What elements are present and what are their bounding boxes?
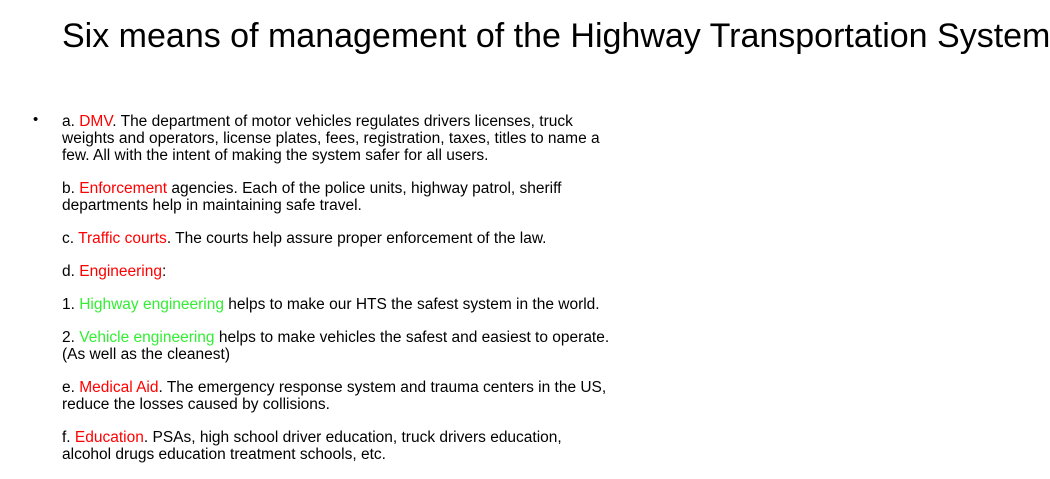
item-term: Traffic courts — [78, 230, 167, 247]
item-prefix: a. — [62, 113, 80, 130]
item-prefix: f. — [62, 429, 75, 446]
item-text: helps to make vehicles the safest and easiest to operate. (As well as the cleanest) — [62, 329, 610, 363]
item-term: Medical Aid — [79, 379, 159, 396]
item-prefix: 2. — [62, 329, 80, 346]
item-prefix: e. — [62, 379, 80, 396]
item-term: Highway engineering — [79, 296, 224, 313]
item-term: Education — [74, 429, 144, 446]
item-text: . The courts help assure proper enforcement of the law. — [166, 230, 547, 247]
item-text: : — [161, 263, 167, 280]
item-term: Vehicle engineering — [79, 329, 215, 346]
item-enforcement — [62, 180, 610, 214]
item-vehicle-engineering — [62, 329, 610, 363]
item-text: agencies. Each of the police units, highway patrol, sheriff departments help in maintaining safe travel. — [62, 180, 562, 214]
item-text: . PSAs, high school driver education, truck drivers education, alcohol drugs education treatment schools, etc. — [62, 429, 562, 463]
item-engineering — [62, 263, 610, 280]
item-dmv — [62, 113, 610, 164]
item-medical-aid — [62, 379, 610, 413]
slide-title-text: Six means of management of the Highway Transportation System — [62, 17, 1050, 55]
slide-body — [62, 113, 610, 479]
item-prefix: 1. — [62, 296, 80, 313]
item-term: Enforcement — [79, 180, 168, 197]
item-education — [62, 429, 610, 463]
item-term: DMV — [79, 113, 113, 130]
item-text: . The department of motor vehicles regulates drivers licenses, truck weights and operators, license plates, fees, registration, taxes, titles to name a few. All with the intent of making the system safer for all users. — [62, 113, 600, 164]
bullet-marker: • — [33, 111, 39, 128]
item-text: helps to make our HTS the safest system in the world. — [224, 296, 600, 313]
item-term: Engineering — [79, 263, 162, 280]
item-prefix: c. — [62, 230, 79, 247]
item-prefix: b. — [62, 180, 80, 197]
item-text: . The emergency response system and trauma centers in the US, reduce the losses caused by collisions. — [62, 379, 607, 413]
item-traffic-courts — [62, 230, 610, 247]
item-prefix: d. — [62, 263, 80, 280]
slide-title — [62, 16, 1050, 57]
item-highway-engineering — [62, 296, 610, 313]
